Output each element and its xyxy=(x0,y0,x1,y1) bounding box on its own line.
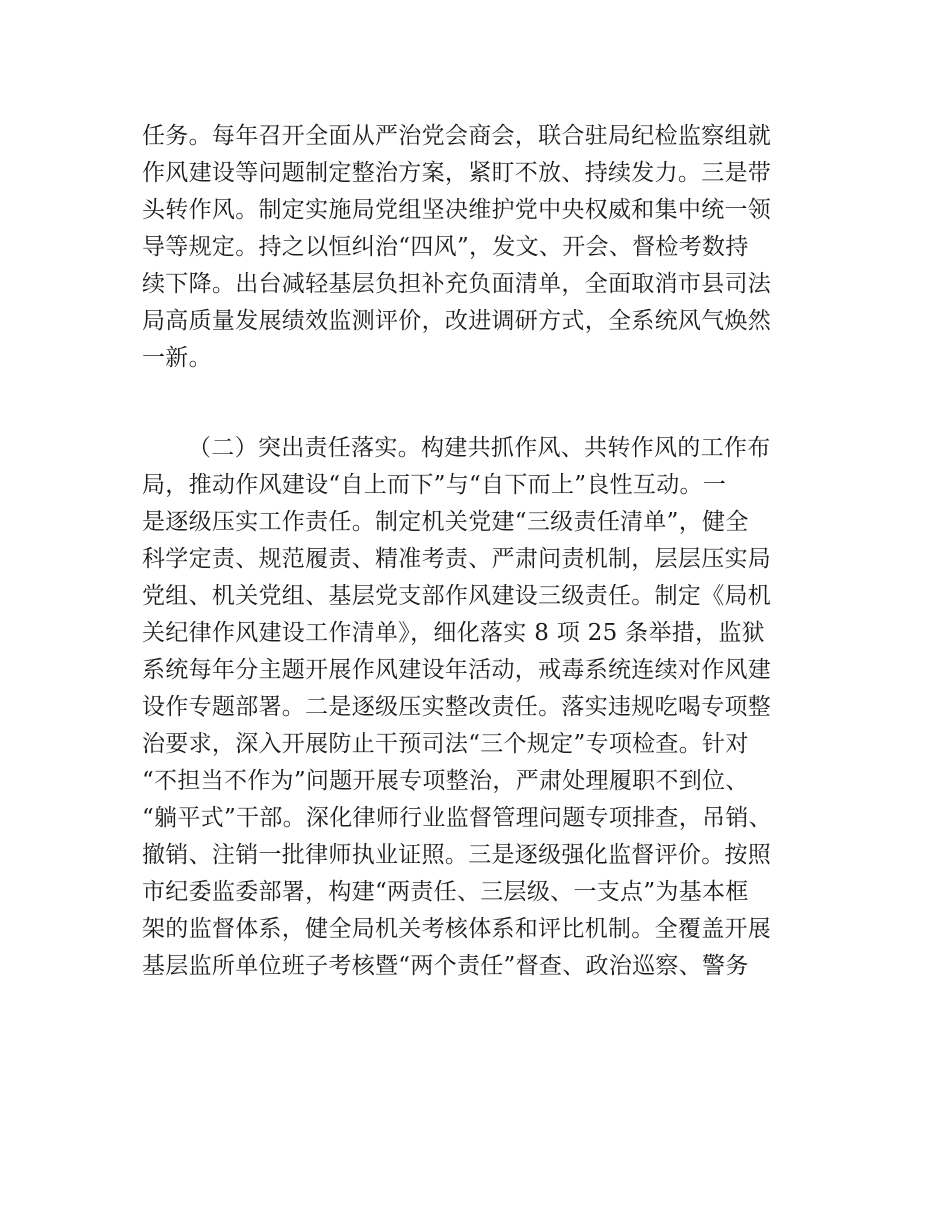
text-line: 头转作风。制定实施局党组坚决维护党中央权威和集中统一领 xyxy=(142,197,772,223)
text-line: 局，推动作风建设“自上而下”与“自下而上”良性互动。一 xyxy=(142,472,727,498)
text-line: 科学定责、规范履责、精准考责、严肃问责机制，层层压实局 xyxy=(142,546,772,572)
text-line: 设作专题部署。二是逐级压实整改责任。落实违规吃喝专项整 xyxy=(142,694,772,720)
text-line: 党组、机关党组、基层党支部作风建设三级责任。制定《局机 xyxy=(142,583,772,609)
paragraph-2 xyxy=(142,430,822,985)
text-line: 任务。每年召开全面从严治党会商会，联合驻局纪检监察组就 xyxy=(142,123,772,149)
text-line: “不担当不作为”问题开展专项整治，严肃处理履职不到位、 xyxy=(142,768,749,794)
text-line: （二）突出责任落实。构建共抓作风、共转作风的工作布 xyxy=(188,435,771,461)
paragraph-1 xyxy=(142,118,822,377)
text-line: 系统每年分主题开展作风建设年活动，戒毒系统连续对作风建 xyxy=(142,657,772,683)
text-line: 市纪委监委部署，构建“两责任、三层级、一支点”为基本框 xyxy=(142,879,749,905)
text-line: 是逐级压实工作责任。制定机关党建“三级责任清单”，健全 xyxy=(142,509,749,535)
text-line: 一新。 xyxy=(142,345,212,371)
text-line: 导等规定。持之以恒纠治“四风”，发文、开会、督检考数持 xyxy=(142,234,749,260)
text-line: “躺平式”干部。深化律师行业监督管理问题专项排查，吊销、 xyxy=(142,805,772,831)
text-line: 撤销、注销一批律师执业证照。三是逐级强化监督评价。按照 xyxy=(142,842,772,868)
text-line: 治要求，深入开展防止干预司法“三个规定”专项检查。针对 xyxy=(142,731,749,757)
text-line: 续下降。出台减轻基层负担补充负面清单，全面取消市县司法 xyxy=(142,271,772,297)
text-line: 局高质量发展绩效监测评价，改进调研方式，全系统风气焕然 xyxy=(142,308,772,334)
text-line: 作风建设等问题制定整治方案，紧盯不放、持续发力。三是带 xyxy=(142,160,772,186)
text-line: 架的监督体系，健全局机关考核体系和评比机制。全覆盖开展 xyxy=(142,916,772,942)
text-line: 关纪律作风建设工作清单》，细化落实 8 项 25 条举措，监狱 xyxy=(142,620,765,646)
text-line: 基层监所单位班子考核暨“两个责任”督查、政治巡察、警务 xyxy=(142,953,749,979)
